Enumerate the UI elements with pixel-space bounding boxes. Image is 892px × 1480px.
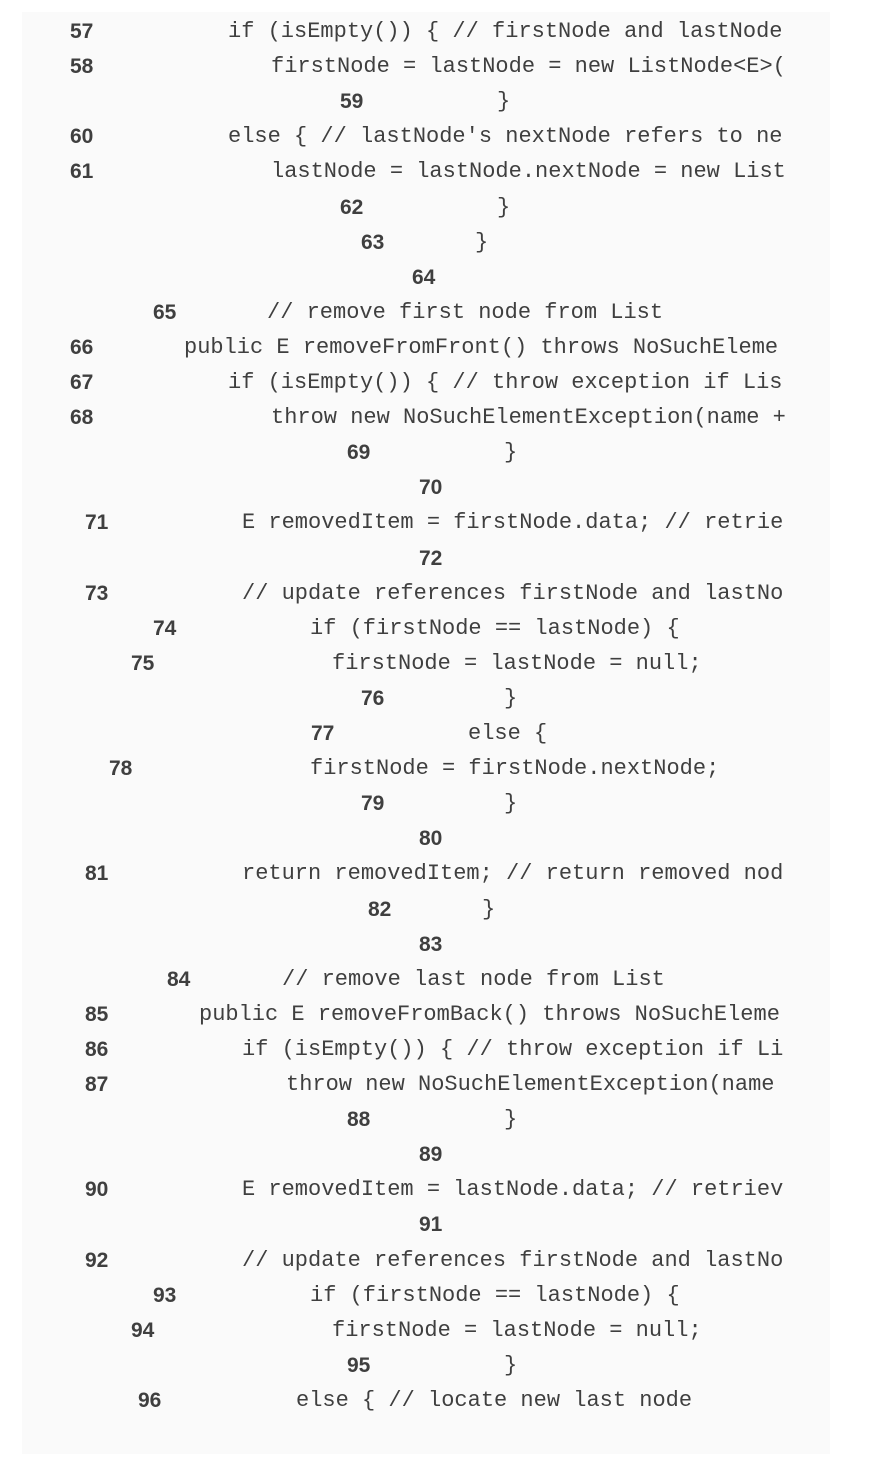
code-text: // update references firstNode and lastNo [242, 1248, 784, 1273]
code-line [22, 505, 830, 540]
code-text: firstNode = firstNode.nextNode; [310, 756, 720, 781]
line-number: 60 [70, 125, 94, 148]
line-number: 63 [361, 231, 385, 254]
code-line [22, 14, 830, 49]
code-line [22, 716, 830, 751]
code-text: } [504, 791, 518, 816]
code-text: if (isEmpty()) { // firstNode and lastNode [228, 19, 783, 44]
code-line [22, 751, 830, 786]
line-number: 57 [70, 20, 94, 43]
line-number: 94 [131, 1319, 155, 1342]
line-number: 93 [153, 1284, 177, 1307]
code-text: } [482, 897, 496, 922]
code-line [22, 611, 830, 646]
line-number: 64 [412, 266, 436, 289]
line-number: 62 [340, 196, 364, 219]
line-number: 96 [138, 1389, 162, 1412]
code-line [22, 1278, 830, 1313]
code-line [22, 84, 830, 119]
line-number: 58 [70, 55, 94, 78]
code-line [22, 576, 830, 611]
code-text: } [504, 440, 518, 465]
code-text: return removedItem; // return removed nod [242, 861, 784, 886]
code-line [22, 225, 830, 260]
code-line [22, 119, 830, 154]
code-text: firstNode = lastNode = new ListNode<E>( [271, 54, 786, 79]
code-text: if (firstNode == lastNode) { [310, 616, 680, 641]
code-listing [22, 12, 830, 1454]
line-number: 82 [368, 898, 392, 921]
code-text: } [497, 195, 511, 220]
code-text: if (isEmpty()) { // throw exception if Li [242, 1037, 784, 1062]
line-number: 86 [85, 1038, 109, 1061]
code-text: } [504, 1353, 518, 1378]
code-line [22, 821, 830, 856]
code-line [22, 1137, 830, 1172]
code-line [22, 470, 830, 505]
code-text: if (isEmpty()) { // throw exception if Lis [228, 370, 783, 395]
code-line [22, 190, 830, 225]
code-text: } [497, 89, 511, 114]
code-line [22, 49, 830, 84]
code-line [22, 330, 830, 365]
line-number: 89 [419, 1143, 443, 1166]
line-number: 75 [131, 652, 155, 675]
code-line [22, 541, 830, 576]
code-line [22, 1102, 830, 1137]
line-number: 88 [347, 1108, 371, 1131]
line-number: 74 [153, 617, 177, 640]
code-text: E removedItem = firstNode.data; // retrie [242, 510, 784, 535]
line-number: 59 [340, 90, 364, 113]
line-number: 61 [70, 160, 94, 183]
code-line [22, 400, 830, 435]
line-number: 69 [347, 441, 371, 464]
code-line [22, 365, 830, 400]
code-line [22, 892, 830, 927]
line-number: 84 [167, 968, 191, 991]
code-line [22, 260, 830, 295]
code-line [22, 962, 830, 997]
line-number: 87 [85, 1073, 109, 1096]
code-text: } [504, 1107, 518, 1132]
line-number: 83 [419, 933, 443, 956]
line-number: 65 [153, 301, 177, 324]
code-text: E removedItem = lastNode.data; // retriev [242, 1177, 784, 1202]
code-line [22, 1207, 830, 1242]
line-number: 68 [70, 406, 94, 429]
code-line [22, 786, 830, 821]
code-line [22, 997, 830, 1032]
line-number: 66 [70, 336, 94, 359]
code-text: } [475, 230, 489, 255]
code-line [22, 927, 830, 962]
line-number: 77 [311, 722, 335, 745]
line-number: 70 [419, 476, 443, 499]
code-text: throw new NoSuchElementException(name + [271, 405, 786, 430]
code-text: else { // lastNode's nextNode refers to ne [228, 124, 783, 149]
code-text: lastNode = lastNode.nextNode = new List [271, 159, 786, 184]
line-number: 73 [85, 582, 109, 605]
code-text: throw new NoSuchElementException(name [286, 1072, 775, 1097]
line-number: 95 [347, 1354, 371, 1377]
code-line [22, 646, 830, 681]
code-line [22, 1067, 830, 1102]
code-text: else { [468, 721, 548, 746]
line-number: 79 [361, 792, 385, 815]
code-text: if (firstNode == lastNode) { [310, 1283, 680, 1308]
line-number: 76 [361, 687, 385, 710]
line-number: 78 [109, 757, 133, 780]
code-line [22, 1348, 830, 1383]
code-line [22, 856, 830, 891]
line-number: 80 [419, 827, 443, 850]
code-text: // remove first node from List [267, 300, 664, 325]
code-line [22, 681, 830, 716]
line-number: 85 [85, 1003, 109, 1026]
code-text: } [504, 686, 518, 711]
code-text: firstNode = lastNode = null; [332, 1318, 702, 1343]
line-number: 90 [85, 1178, 109, 1201]
line-number: 67 [70, 371, 94, 394]
code-text: // remove last node from List [282, 967, 665, 992]
line-number: 71 [85, 511, 109, 534]
code-line [22, 435, 830, 470]
code-line [22, 1243, 830, 1278]
code-line [22, 1383, 830, 1418]
code-text: public E removeFromFront() throws NoSuchEleme [184, 335, 779, 360]
code-text: firstNode = lastNode = null; [332, 651, 702, 676]
line-number: 81 [85, 862, 109, 885]
code-line [22, 154, 830, 189]
line-number: 91 [419, 1213, 443, 1236]
line-number: 72 [419, 547, 443, 570]
code-line [22, 1313, 830, 1348]
code-line [22, 1032, 830, 1067]
code-text: // update references firstNode and lastNo [242, 581, 784, 606]
line-number: 92 [85, 1249, 109, 1272]
code-line [22, 295, 830, 330]
code-text: public E removeFromBack() throws NoSuchEleme [199, 1002, 780, 1027]
code-line [22, 1172, 830, 1207]
code-text: else { // locate new last node [296, 1388, 693, 1413]
